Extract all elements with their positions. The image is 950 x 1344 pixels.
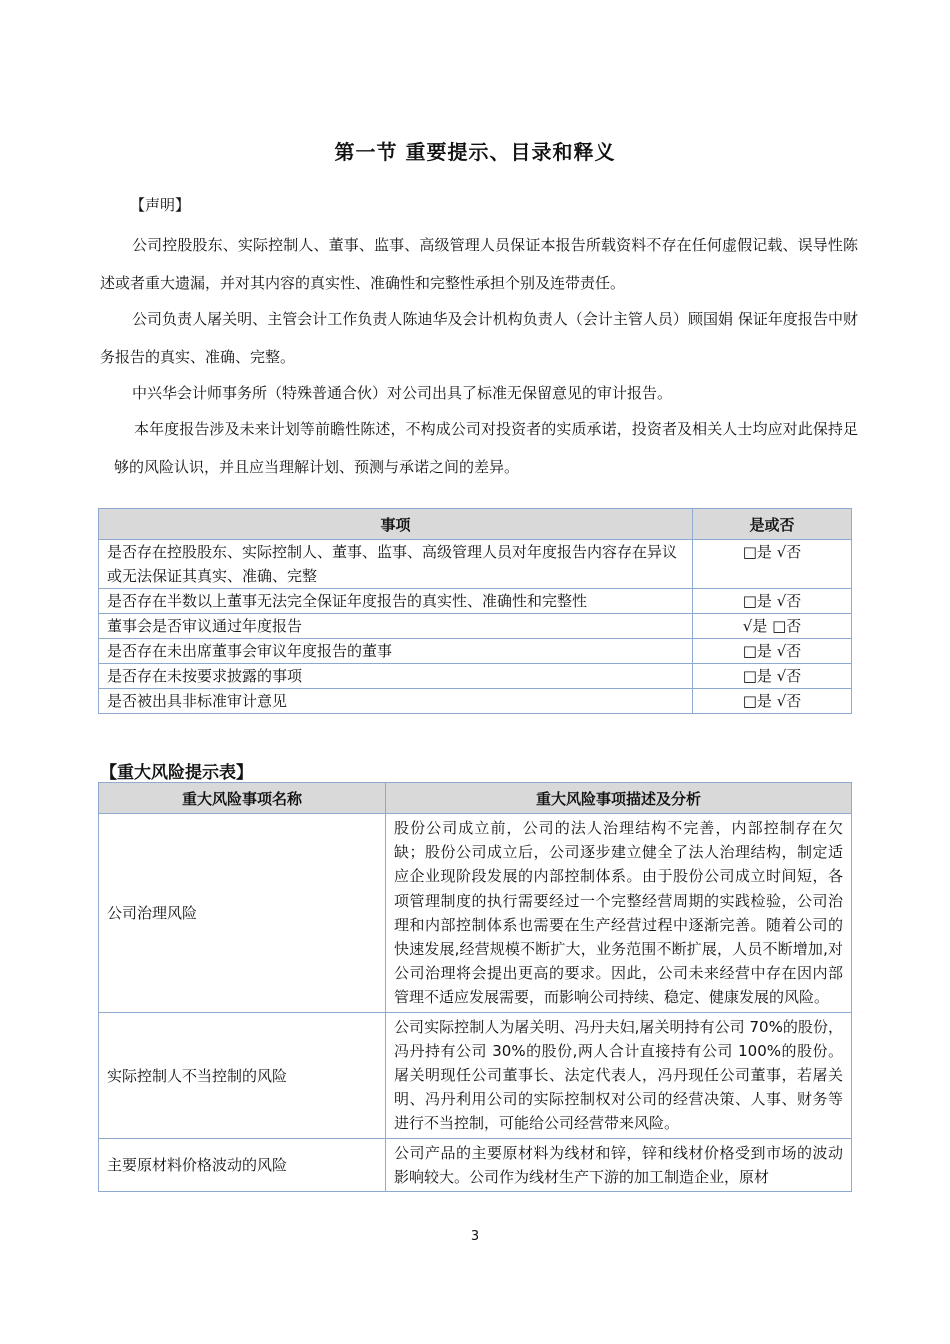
- risk-description: 公司产品的主要原材料为线材和锌，锌和线材价格受到市场的波动影响较大。公司作为线材生产下游的加工制造企业，原材: [386, 1138, 852, 1191]
- risk-description: 股份公司成立前，公司的法人治理结构不完善，内部控制存在欠缺；股份公司成立后，公司逐步建立健全了法人治理结构，制定适应企业现阶段发展的内部控制体系。由于股份公司成立时间短，各项管理制度的执行需要经过一个完整经营周期的实践检验，公司治理和内部控制体系也需要在生产经营过程中逐渐完善。随着公司的快速发展,经营规模不断扩大，业务范围不断扩展，人员不断增加,对公司治理将会提出更高的要求。因此，公司未来经营中存在因内部管理不适应发展需要，而影响公司持续、稳定、健康发展的风险。: [386, 814, 852, 1013]
- column-header: 重大风险事项名称: [99, 783, 386, 814]
- table-row: [99, 614, 852, 639]
- table-row: [99, 540, 852, 589]
- column-header: 重大风险事项描述及分析: [386, 783, 852, 814]
- declaration-paragraph: 本年度报告涉及未来计划等前瞻性陈述，不构成公司对投资者的实质承诺，投资者及相关人士均应对此保持足够的风险认识，并且应当理解计划、预测与承诺之间的差异。: [114, 420, 858, 476]
- risk-name: 实际控制人不当控制的风险: [99, 1012, 386, 1138]
- column-header: 事项: [99, 509, 693, 540]
- matter-answer: □是 √否: [693, 589, 852, 614]
- matter-item: 是否存在控股股东、实际控制人、董事、监事、高级管理人员对年度报告内容存在异议或无法保证其真实、准确、完整: [99, 540, 693, 589]
- declaration-heading: 【声明】: [130, 196, 191, 214]
- matter-answer: □是 √否: [693, 689, 852, 714]
- declaration-paragraph: 公司负责人屠关明、主管会计工作负责人陈迪华及会计机构负责人（会计主管人员）顾国娟 保证年度报告中财务报告的真实、准确、完整。: [100, 310, 858, 366]
- table-row: [99, 689, 852, 714]
- page-title: 第一节 重要提示、目录和释义: [334, 140, 616, 164]
- table-row: [99, 589, 852, 614]
- declaration-paragraph: 中兴华会计师事务所（特殊普通合伙）对公司出具了标准无保留意见的审计报告。: [132, 384, 673, 402]
- declaration-paragraph: 公司控股股东、实际控制人、董事、监事、高级管理人员保证本报告所载资料不存在任何虚假记载、误导性陈述或者重大遗漏，并对其内容的真实性、准确性和完整性承担个别及连带责任。: [100, 236, 858, 292]
- matter-item: 是否存在未出席董事会审议年度报告的董事: [99, 639, 693, 664]
- matter-item: 是否存在未按要求披露的事项: [99, 664, 693, 689]
- table-header-row: [99, 509, 852, 540]
- table-header-row: [99, 783, 852, 814]
- risk-name: 主要原材料价格波动的风险: [99, 1138, 386, 1191]
- risk-name: 公司治理风险: [99, 814, 386, 1013]
- risk-table-heading: 【重大风险提示表】: [100, 763, 253, 783]
- matter-answer: □是 √否: [693, 664, 852, 689]
- matter-item: 是否存在半数以上董事无法完全保证年度报告的真实性、准确性和完整性: [99, 589, 693, 614]
- matters-table: [98, 508, 852, 714]
- risk-table: [98, 782, 852, 1192]
- matter-answer: √是 □否: [693, 614, 852, 639]
- table-row: [99, 664, 852, 689]
- matter-item: 是否被出具非标准审计意见: [99, 689, 693, 714]
- risk-description: 公司实际控制人为屠关明、冯丹夫妇,屠关明持有公司 70%的股份，冯丹持有公司 30%的股份,两人合计直接持有公司 100%的股份。屠关明现任公司董事长、法定代表人，冯丹现任公司董事，若屠关明、冯丹利用公司的实际控制权对公司的经营决策、人事、财务等进行不当控制，可能给公司经营带来风险。: [386, 1012, 852, 1138]
- matter-answer: □是 √否: [693, 540, 852, 589]
- matter-item: 董事会是否审议通过年度报告: [99, 614, 693, 639]
- table-row: [99, 1138, 852, 1191]
- table-row: [99, 639, 852, 664]
- table-row: [99, 1012, 852, 1138]
- table-row: [99, 814, 852, 1013]
- column-header: 是或否: [693, 509, 852, 540]
- page-number: 3: [470, 1229, 480, 1244]
- matter-answer: □是 √否: [693, 639, 852, 664]
